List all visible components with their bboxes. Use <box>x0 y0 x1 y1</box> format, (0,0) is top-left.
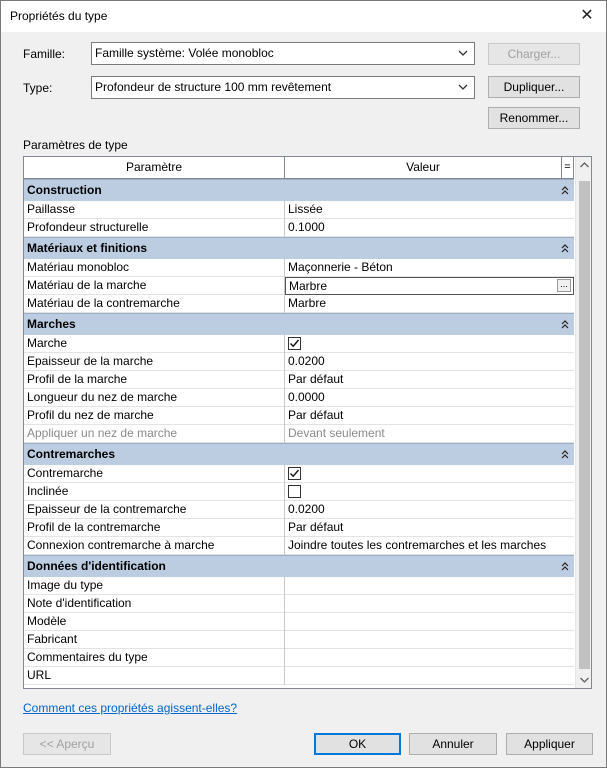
param-value[interactable] <box>285 501 574 519</box>
famille-label: Famille: <box>23 47 66 61</box>
group-header[interactable] <box>24 443 574 465</box>
param-value[interactable] <box>285 595 574 613</box>
collapse-icon[interactable] <box>560 446 570 462</box>
table-row[interactable] <box>24 465 574 483</box>
param-value[interactable] <box>285 259 574 277</box>
param-value[interactable] <box>285 219 574 237</box>
param-value-text: Maçonnerie - Béton <box>288 260 393 274</box>
param-value-text: Joindre toutes les contremarches et les marches <box>288 538 547 552</box>
parameters-grid <box>23 156 592 689</box>
param-value-text: Par défaut <box>288 372 344 386</box>
param-value-text: Marbre <box>289 279 328 293</box>
param-checkbox-cell[interactable] <box>285 483 574 501</box>
param-value[interactable] <box>285 649 574 667</box>
param-name: Matériau de la contremarche <box>24 295 285 313</box>
grid-rows <box>24 179 574 685</box>
param-value-text: 0.0000 <box>288 390 325 404</box>
param-name: Note d'identification <box>24 595 285 613</box>
checkbox-checked[interactable] <box>288 467 301 480</box>
table-row[interactable] <box>24 577 574 595</box>
group-header[interactable] <box>24 313 574 335</box>
table-row[interactable] <box>24 277 574 295</box>
table-row[interactable] <box>24 667 574 685</box>
chevron-down-icon <box>458 82 468 92</box>
dupliquer-button[interactable]: Dupliquer... <box>488 76 580 98</box>
param-value[interactable] <box>285 353 574 371</box>
param-value-text: Marbre <box>288 296 327 310</box>
table-row[interactable] <box>24 407 574 425</box>
help-link[interactable]: Comment ces propriétés agissent-elles? <box>23 701 238 715</box>
charger-button[interactable]: Charger... <box>488 43 580 65</box>
check-icon <box>289 468 300 479</box>
type-dropdown[interactable] <box>91 76 475 99</box>
param-value[interactable] <box>285 389 574 407</box>
group-header[interactable] <box>24 237 574 259</box>
param-name: Paillasse <box>24 201 285 219</box>
checkbox-unchecked[interactable] <box>288 485 301 498</box>
group-header[interactable] <box>24 555 574 577</box>
param-value[interactable] <box>285 519 574 537</box>
checkbox-checked[interactable] <box>288 337 301 350</box>
param-value[interactable] <box>285 631 574 649</box>
param-name: Fabricant <box>24 631 285 649</box>
section-label: Paramètres de type <box>23 138 128 152</box>
annuler-button[interactable]: Annuler <box>409 733 497 755</box>
param-value[interactable] <box>285 201 574 219</box>
param-value[interactable] <box>285 613 574 631</box>
dialog-title: Propriétés du type <box>10 9 108 23</box>
param-name: Epaisseur de la contremarche <box>24 501 285 519</box>
table-row[interactable] <box>24 371 574 389</box>
table-row[interactable] <box>24 425 574 443</box>
browse-button[interactable]: ... <box>557 279 571 292</box>
collapse-icon[interactable] <box>560 182 570 198</box>
collapse-icon[interactable] <box>560 558 570 574</box>
table-row[interactable] <box>24 389 574 407</box>
group-name: Contremarches <box>27 447 116 461</box>
param-value[interactable] <box>285 295 574 313</box>
param-name: Marche <box>24 335 285 353</box>
scroll-down-icon[interactable] <box>576 671 592 688</box>
param-value[interactable] <box>285 407 574 425</box>
param-name: Profil du nez de marche <box>24 407 285 425</box>
table-row[interactable] <box>24 259 574 277</box>
appliquer-button[interactable]: Appliquer <box>506 733 593 755</box>
param-name: Modèle <box>24 613 285 631</box>
apercu-button[interactable]: << Aperçu <box>23 733 111 755</box>
param-name: Profondeur structurelle <box>24 219 285 237</box>
param-value[interactable] <box>285 537 574 555</box>
type-value: Profondeur de structure 100 mm revêtement <box>95 80 332 94</box>
param-value[interactable] <box>285 667 574 685</box>
param-value[interactable] <box>285 425 574 443</box>
param-checkbox-cell[interactable] <box>285 465 574 483</box>
column-header-parametre[interactable]: Paramètre <box>24 157 285 179</box>
close-icon[interactable]: ✕ <box>580 7 594 24</box>
param-name: Longueur du nez de marche <box>24 389 285 407</box>
param-value[interactable] <box>285 371 574 389</box>
param-value[interactable] <box>285 577 574 595</box>
group-name: Marches <box>27 317 76 331</box>
param-name: Connexion contremarche à marche <box>24 537 285 555</box>
table-row[interactable] <box>24 519 574 537</box>
chevron-down-icon <box>458 48 468 58</box>
param-name: Profil de la contremarche <box>24 519 285 537</box>
column-header-valeur[interactable]: Valeur <box>285 157 562 179</box>
param-checkbox-cell[interactable] <box>285 335 574 353</box>
table-row[interactable] <box>24 483 574 501</box>
group-name: Données d'identification <box>27 559 166 573</box>
param-name: Appliquer un nez de marche <box>24 425 285 443</box>
renommer-button[interactable]: Renommer... <box>488 107 580 129</box>
param-name: URL <box>24 667 285 685</box>
table-row[interactable] <box>24 295 574 313</box>
param-name: Matériau monobloc <box>24 259 285 277</box>
scroll-up-icon[interactable] <box>576 157 592 174</box>
param-name: Profil de la marche <box>24 371 285 389</box>
table-row[interactable] <box>24 335 574 353</box>
famille-dropdown[interactable] <box>91 42 475 65</box>
collapse-icon[interactable] <box>560 240 570 256</box>
param-value-text: Devant seulement <box>288 426 385 440</box>
scrollbar-thumb[interactable] <box>579 181 590 669</box>
group-header[interactable] <box>24 179 574 201</box>
param-value-text: 0.1000 <box>288 220 325 234</box>
param-name: Epaisseur de la marche <box>24 353 285 371</box>
table-row[interactable] <box>24 501 574 519</box>
param-value-text: 0.0200 <box>288 502 325 516</box>
group-name: Matériaux et finitions <box>27 241 148 255</box>
param-name: Commentaires du type <box>24 649 285 667</box>
param-name: Contremarche <box>24 465 285 483</box>
collapse-icon[interactable] <box>560 316 570 332</box>
param-name: Image du type <box>24 577 285 595</box>
param-name: Inclinée <box>24 483 285 501</box>
famille-value: Famille système: Volée monobloc <box>95 46 274 60</box>
check-icon <box>289 338 300 349</box>
type-label: Type: <box>23 81 53 95</box>
table-row[interactable] <box>24 649 574 667</box>
table-row[interactable] <box>24 631 574 649</box>
group-name: Construction <box>27 183 102 197</box>
ok-button[interactable]: OK <box>314 733 401 755</box>
table-row[interactable] <box>24 613 574 631</box>
column-header-sort[interactable]: = <box>562 157 574 179</box>
table-row[interactable] <box>24 595 574 613</box>
param-value-text: 0.0200 <box>288 354 325 368</box>
vertical-scrollbar[interactable] <box>575 157 592 688</box>
param-name: Matériau de la marche <box>24 277 285 295</box>
param-value-text: Par défaut <box>288 408 344 422</box>
param-value-text: Par défaut <box>288 520 344 534</box>
table-row[interactable] <box>24 353 574 371</box>
table-row[interactable] <box>24 201 574 219</box>
param-value[interactable] <box>285 277 574 295</box>
table-row[interactable] <box>24 537 574 555</box>
param-value-text: Lissée <box>288 202 323 216</box>
table-row[interactable] <box>24 219 574 237</box>
title-bar <box>1 1 606 32</box>
